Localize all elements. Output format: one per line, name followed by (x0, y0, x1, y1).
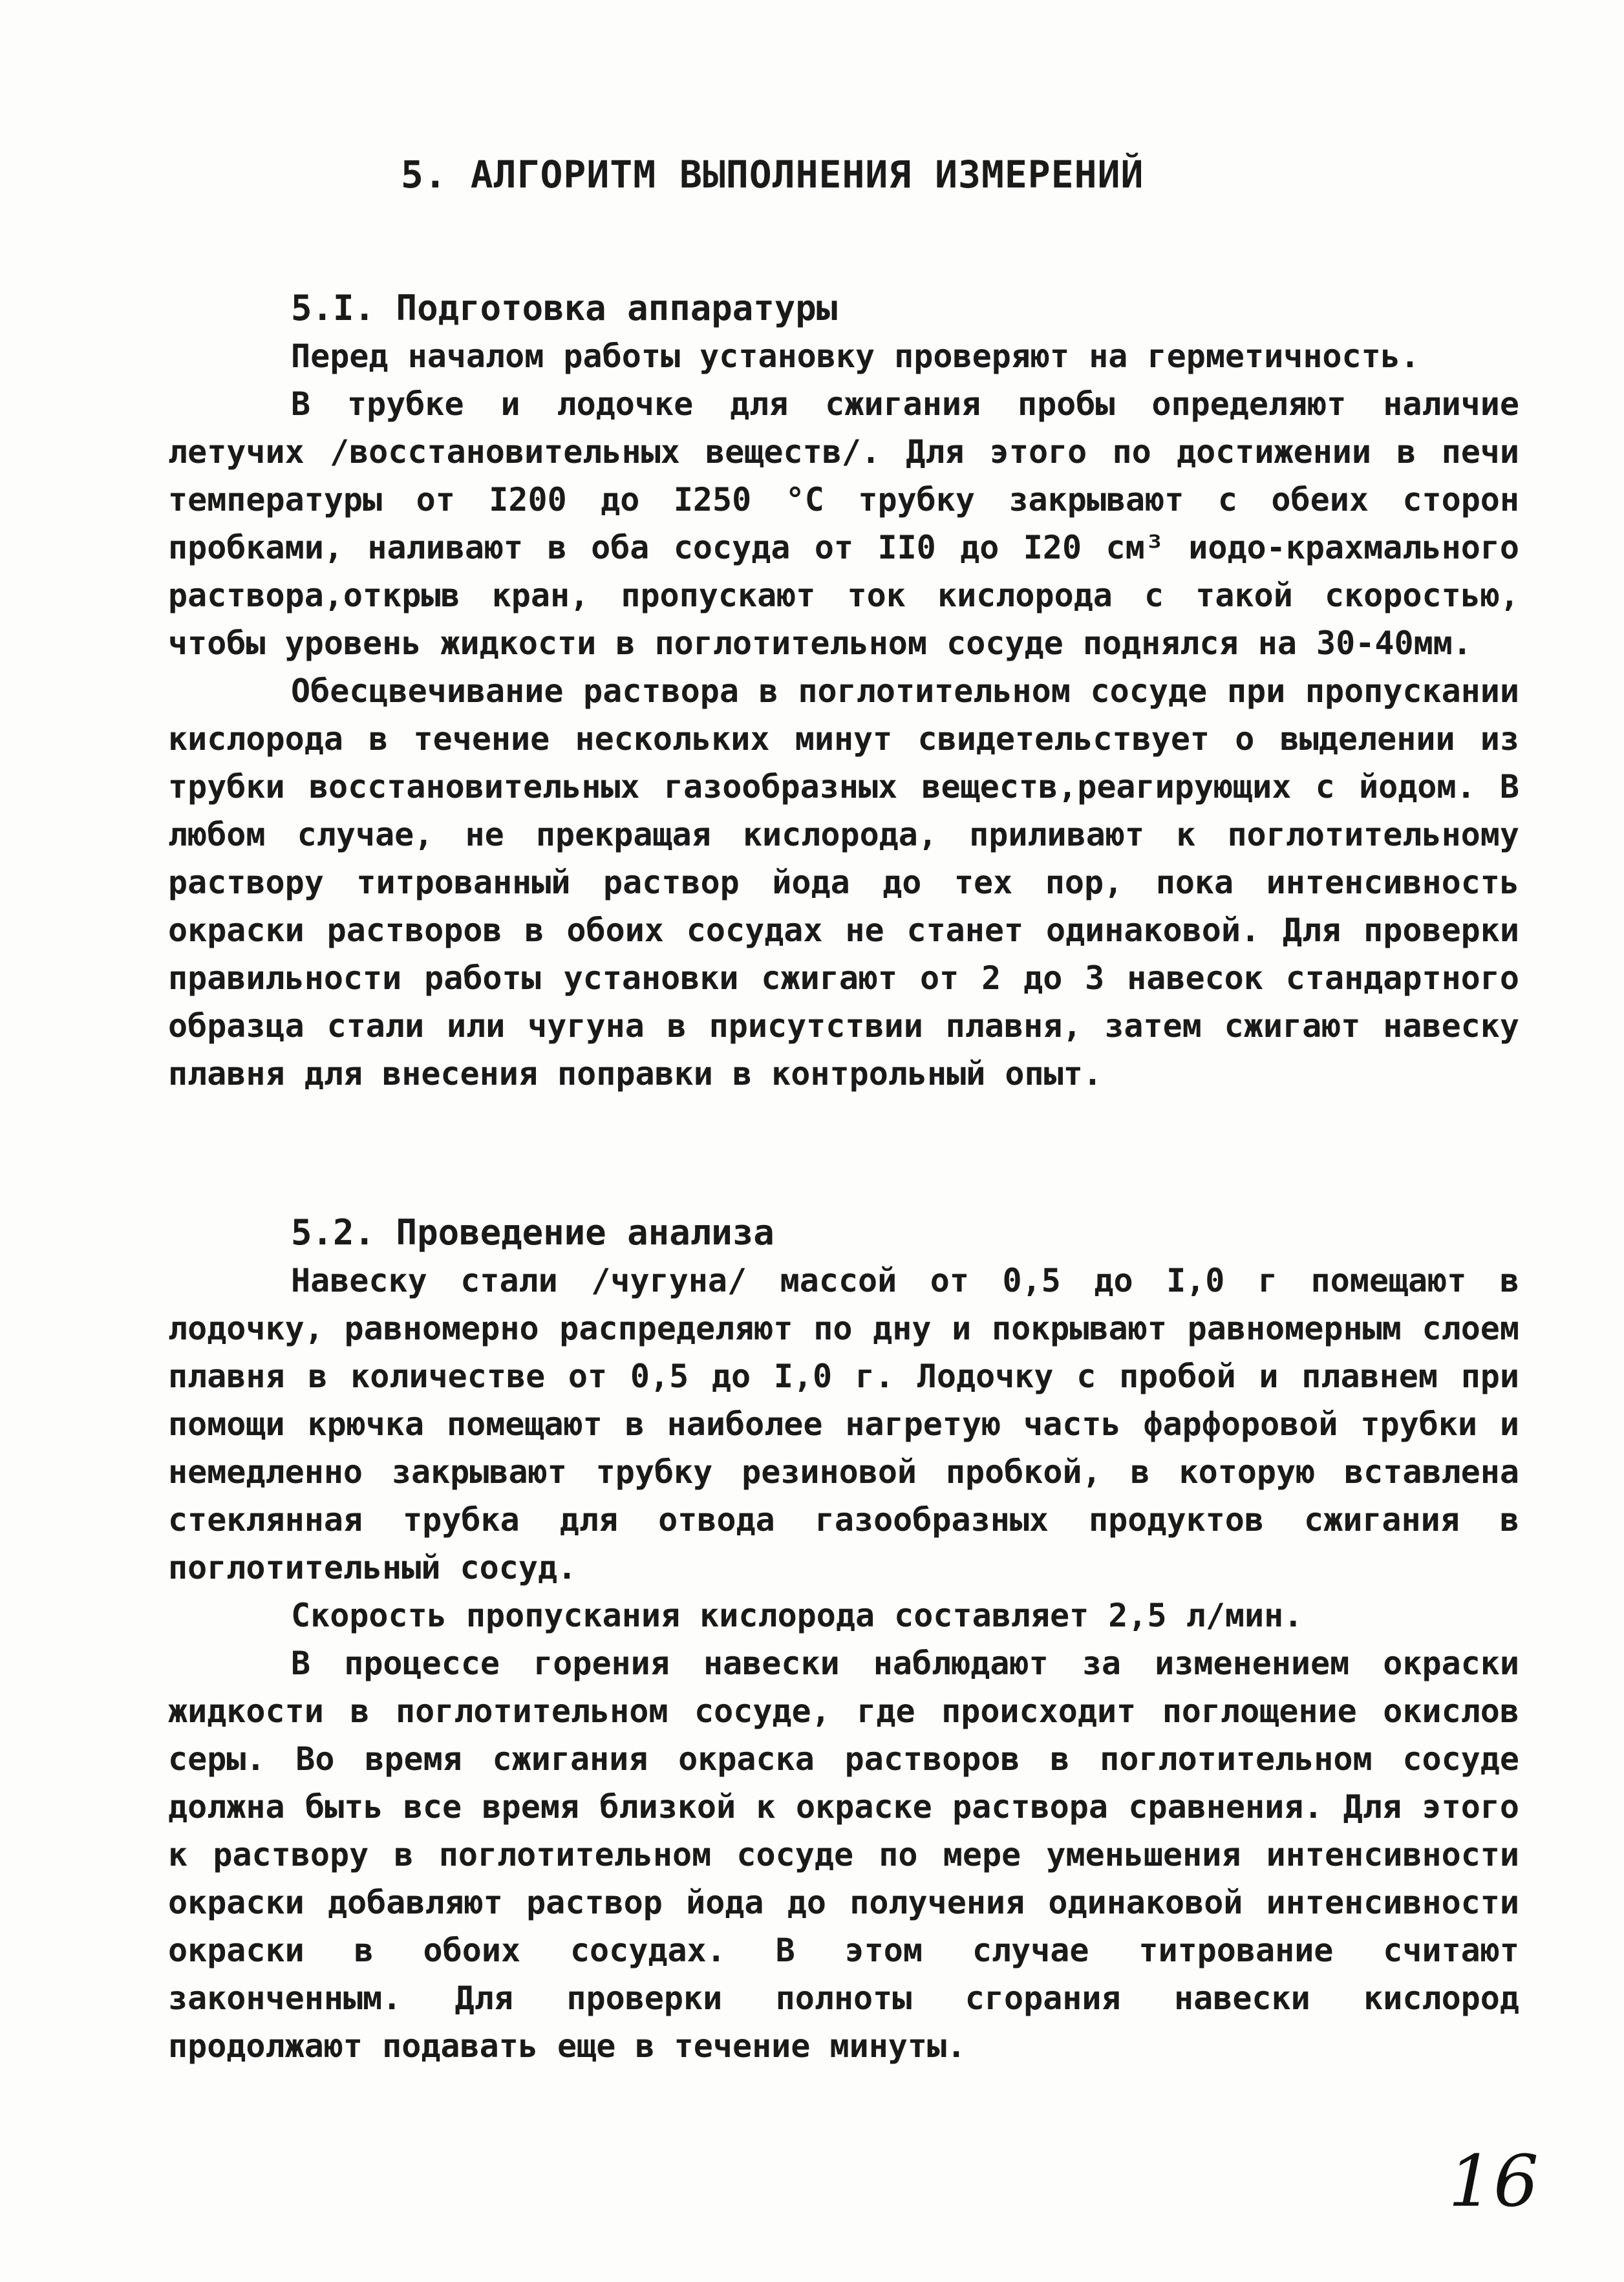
section-5-2 (168, 1209, 1519, 2070)
paragraph: Скорость пропускания кислорода составляет 2,5 л/мин. (291, 1597, 1303, 1634)
paragraph: Навеску стали /чугуна/ массой от 0,5 до I,0 г помещают в лодочку, равномерно распределяют по дну и покрывают равномерным слоем плавня в количестве от 0,5 до I,0 г. Лодочку с пробой и плавнем при помощи крючка помещают в наиболее нагретую часть фарфоровой трубки и немедленно закрывают трубку резиновой пробкой, в которую вставлена стеклянная трубка для отвода газообразных продуктов сжигания в поглотительный сосуд. (168, 1262, 1519, 1586)
paragraph: Обесцвечивание раствора в поглотительном сосуде при пропускании кислорода в течение нескольких минут свидетельствует о выделении из трубки восстановительных газообразных веществ,реагирующих с йодом. В любом случае, не прекращая кислорода, приливают к поглотительному раствору титрованный раствор йода до тех пор, пока интенсивность окраски растворов в обоих сосудах не станет одинаковой. Для проверки правильности работы установки сжигают от 2 до 3 навесок стандартного образца стали или чугуна в присутствии плавня, затем сжигают навеску плавня для внесения поправки в контрольный опыт. (168, 672, 1519, 1093)
section-5-1 (168, 284, 1519, 1098)
paragraph: В трубке и лодочке для сжигания пробы определяют наличие летучих /восстановительных веществ/. Для этого по достижении в печи температуры от I200 до I250 °С трубку закрывают с обеих сторон пробками, наливают в оба сосуда от II0 до I20 см³ иодо-крахмального раствора,открыв кран, пропускают ток кислорода с такой скоростью, чтобы уровень жидкости в поглотительном сосуде поднялся на 30-40мм. (168, 385, 1519, 662)
paragraph: В процессе горения навески наблюдают за изменением окраски жидкости в поглотительном сосуде, где происходит поглощение окислов серы. Во время сжигания окраска растворов в поглотительном сосуде должна быть все время близкой к окраске раствора сравнения. Для этого к раствору в поглотительном сосуде по мере уменьшения интенсивности окраски добавляют раствор йода до получения одинаковой интенсивности окраски в обоих сосудах. В этом случае титрование считают законченным. Для проверки полноты сгорания навески кислород продолжают подавать еще в течение минуты. (168, 1645, 1519, 2065)
paragraph: Перед началом работы установку проверяют на герметичность. (291, 337, 1420, 375)
section-heading-5-1: 5.I. Подготовка аппаратуры (291, 288, 838, 328)
page-title: 5. АЛГОРИТМ ВЫПОЛНЕНИЯ ИЗМЕРЕНИЙ (401, 153, 1144, 197)
page-number: 16 (1448, 2140, 1539, 2223)
section-heading-5-2: 5.2. Проведение анализа (291, 1212, 775, 1253)
